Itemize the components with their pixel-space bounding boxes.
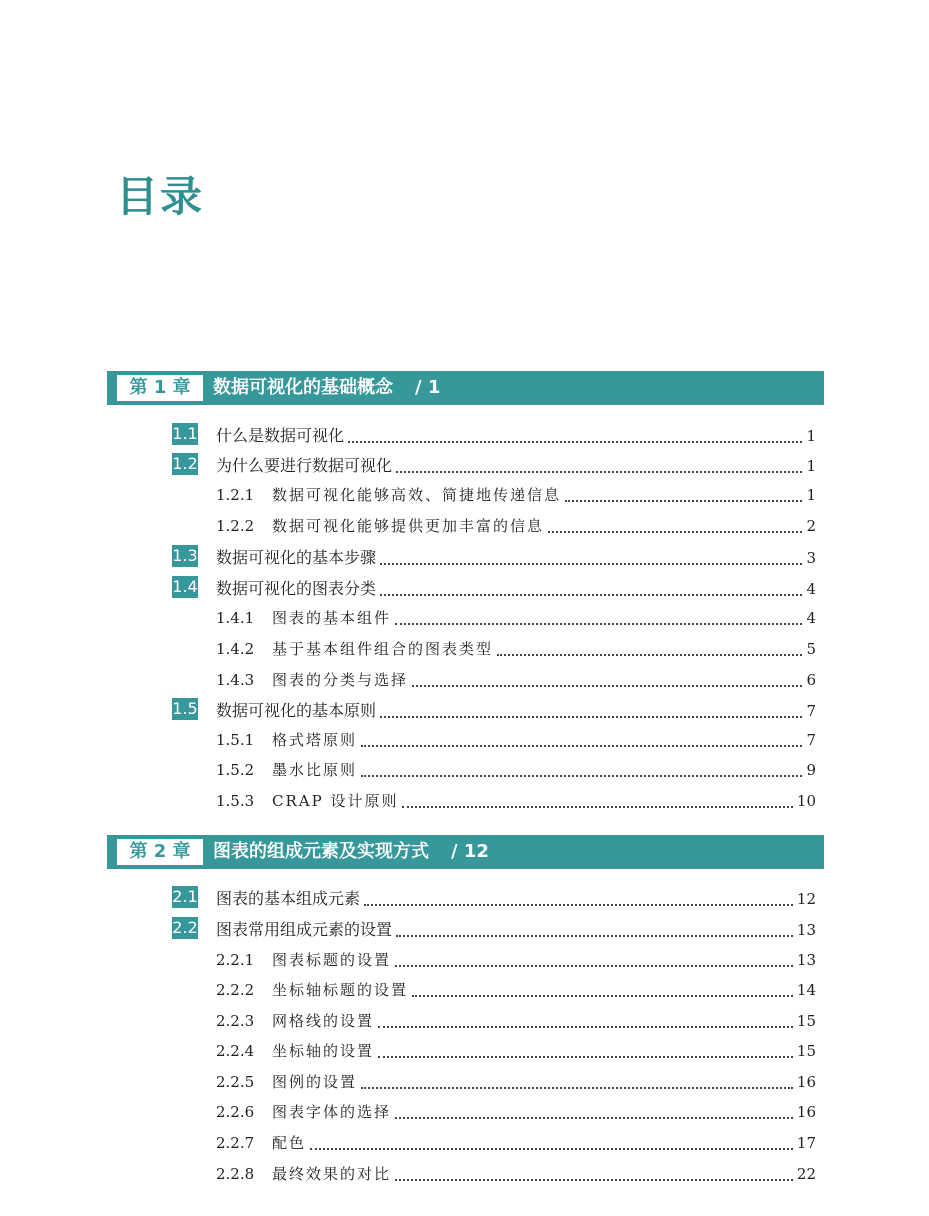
entry-page: 7 bbox=[806, 731, 816, 749]
entry-page: 15 bbox=[796, 1042, 816, 1060]
toc-entry[interactable] bbox=[172, 696, 816, 722]
entry-page: 13 bbox=[796, 951, 816, 969]
entry-label: CRAP 设计原则 bbox=[272, 792, 399, 810]
section-number-badge: 1.5 bbox=[172, 699, 198, 718]
entry-page: 13 bbox=[796, 921, 816, 939]
chapter-number: 第 2 章 bbox=[117, 839, 203, 865]
section-number-badge: 1.2 bbox=[172, 454, 198, 473]
toc-subentry[interactable] bbox=[216, 1006, 816, 1032]
toc-subentry[interactable] bbox=[216, 1159, 816, 1185]
entry-page: 1 bbox=[806, 486, 816, 504]
entry-page: 14 bbox=[796, 981, 816, 999]
dot-leader bbox=[310, 1147, 793, 1150]
subsection-number: 1.4.1 bbox=[216, 609, 255, 627]
entry-label: 坐标轴标题的设置 bbox=[272, 981, 409, 999]
subsection-number: 2.2.2 bbox=[216, 981, 255, 999]
entry-label: 网格线的设置 bbox=[272, 1012, 375, 1030]
dot-leader bbox=[378, 1055, 793, 1058]
dot-leader bbox=[395, 1178, 793, 1181]
section-number-badge: 1.3 bbox=[172, 546, 198, 565]
subsection-number: 1.4.2 bbox=[216, 640, 255, 658]
entry-label: 数据可视化能够提供更加丰富的信息 bbox=[272, 517, 545, 535]
entry-page: 7 bbox=[806, 702, 816, 720]
entry-label: 坐标轴的设置 bbox=[272, 1042, 375, 1060]
chapter-2-header[interactable] bbox=[107, 835, 824, 869]
toc-subentry[interactable] bbox=[216, 1128, 816, 1154]
section-number-badge: 1.4 bbox=[172, 577, 198, 596]
dot-leader bbox=[380, 593, 802, 596]
entry-label: 数据可视化的基本原则 bbox=[216, 701, 377, 720]
subsection-number: 1.2.2 bbox=[216, 517, 255, 535]
toc-entry[interactable] bbox=[172, 421, 816, 447]
entry-page: 12 bbox=[796, 890, 816, 908]
toc-entry[interactable] bbox=[172, 451, 816, 477]
chapter-number: 第 1 章 bbox=[117, 375, 203, 401]
dot-leader bbox=[402, 805, 792, 808]
toc-subentry[interactable] bbox=[216, 665, 816, 691]
dot-leader bbox=[396, 934, 793, 937]
entry-page: 22 bbox=[796, 1165, 816, 1183]
entry-page: 4 bbox=[806, 609, 816, 627]
page-title: 目录 bbox=[116, 172, 205, 221]
entry-label: 图表的分类与选择 bbox=[272, 671, 409, 689]
toc-entry[interactable] bbox=[172, 574, 816, 600]
entry-label: 图例的设置 bbox=[272, 1073, 358, 1091]
entry-label: 数据可视化的基本步骤 bbox=[216, 548, 377, 567]
entry-label: 墨水比原则 bbox=[272, 761, 358, 779]
entry-label: 图表的基本组件 bbox=[272, 609, 392, 627]
subsection-number: 1.5.3 bbox=[216, 792, 255, 810]
section-number-badge: 2.1 bbox=[172, 887, 198, 906]
entry-label: 最终效果的对比 bbox=[272, 1165, 392, 1183]
dot-leader bbox=[395, 622, 802, 625]
entry-label: 图表标题的设置 bbox=[272, 951, 392, 969]
entry-label: 格式塔原则 bbox=[272, 731, 358, 749]
entry-page: 2 bbox=[806, 517, 816, 535]
entry-page: 17 bbox=[796, 1134, 816, 1152]
toc-subentry[interactable] bbox=[216, 1036, 816, 1062]
toc-entry[interactable] bbox=[172, 884, 816, 910]
entry-label: 为什么要进行数据可视化 bbox=[216, 456, 393, 475]
toc-subentry[interactable] bbox=[216, 1067, 816, 1093]
entry-label: 数据可视化的图表分类 bbox=[216, 579, 377, 598]
chapter-page: / 1 bbox=[415, 377, 441, 398]
dot-leader bbox=[361, 774, 802, 777]
entry-page: 3 bbox=[806, 549, 816, 567]
entry-page: 4 bbox=[806, 580, 816, 598]
dot-leader bbox=[395, 1116, 793, 1119]
subsection-number: 2.2.7 bbox=[216, 1134, 255, 1152]
subsection-number: 2.2.5 bbox=[216, 1073, 255, 1091]
dot-leader bbox=[395, 964, 793, 967]
toc-subentry[interactable] bbox=[216, 511, 816, 537]
subsection-number: 2.2.8 bbox=[216, 1165, 255, 1183]
entry-page: 15 bbox=[796, 1012, 816, 1030]
toc-subentry[interactable] bbox=[216, 634, 816, 660]
dot-leader bbox=[364, 903, 793, 906]
subsection-number: 2.2.4 bbox=[216, 1042, 255, 1060]
subsection-number: 1.5.1 bbox=[216, 731, 255, 749]
entry-page: 10 bbox=[796, 792, 816, 810]
entry-label: 什么是数据可视化 bbox=[216, 426, 345, 445]
entry-page: 6 bbox=[806, 671, 816, 689]
toc-subentry[interactable] bbox=[216, 1097, 816, 1123]
toc-subentry[interactable] bbox=[216, 603, 816, 629]
dot-leader bbox=[378, 1025, 793, 1028]
entry-label: 图表的基本组成元素 bbox=[216, 889, 361, 908]
dot-leader bbox=[565, 499, 802, 502]
dot-leader bbox=[412, 994, 793, 997]
toc-subentry[interactable] bbox=[216, 945, 816, 971]
entry-page: 16 bbox=[796, 1103, 816, 1121]
toc-subentry[interactable] bbox=[216, 786, 816, 812]
subsection-number: 2.2.3 bbox=[216, 1012, 255, 1030]
entry-label: 图表常用组成元素的设置 bbox=[216, 920, 393, 939]
entry-page: 1 bbox=[806, 457, 816, 475]
entry-label: 基于基本组件组合的图表类型 bbox=[272, 640, 494, 658]
entry-page: 1 bbox=[806, 427, 816, 445]
subsection-number: 1.4.3 bbox=[216, 671, 255, 689]
subsection-number: 2.2.1 bbox=[216, 951, 255, 969]
dot-leader bbox=[548, 530, 802, 533]
chapter-1-header[interactable] bbox=[107, 371, 824, 405]
subsection-number: 1.2.1 bbox=[216, 486, 255, 504]
entry-label: 数据可视化能够高效、简捷地传递信息 bbox=[272, 486, 562, 504]
toc-subentry[interactable] bbox=[216, 755, 816, 781]
subsection-number: 2.2.6 bbox=[216, 1103, 255, 1121]
entry-page: 9 bbox=[806, 761, 816, 779]
toc-subentry[interactable] bbox=[216, 480, 816, 506]
chapter-page: / 12 bbox=[451, 841, 489, 862]
dot-leader bbox=[380, 562, 802, 565]
section-number-badge: 2.2 bbox=[172, 918, 198, 937]
toc-subentry[interactable] bbox=[216, 725, 816, 751]
chapter-title: 数据可视化的基础概念 / 1 bbox=[213, 377, 441, 398]
entry-page: 5 bbox=[806, 640, 816, 658]
dot-leader bbox=[348, 440, 802, 443]
dot-leader bbox=[412, 684, 802, 687]
dot-leader bbox=[361, 744, 802, 747]
dot-leader bbox=[380, 715, 802, 718]
toc-entry[interactable] bbox=[172, 543, 816, 569]
subsection-number: 1.5.2 bbox=[216, 761, 255, 779]
dot-leader bbox=[361, 1086, 793, 1089]
dot-leader bbox=[396, 470, 802, 473]
toc-subentry[interactable] bbox=[216, 975, 816, 1001]
dot-leader bbox=[497, 653, 802, 656]
toc-entry[interactable] bbox=[172, 915, 816, 941]
entry-label: 图表字体的选择 bbox=[272, 1103, 392, 1121]
chapter-title: 图表的组成元素及实现方式 / 12 bbox=[213, 841, 489, 862]
entry-label: 配色 bbox=[272, 1134, 307, 1152]
section-number-badge: 1.1 bbox=[172, 424, 198, 443]
entry-page: 16 bbox=[796, 1073, 816, 1091]
